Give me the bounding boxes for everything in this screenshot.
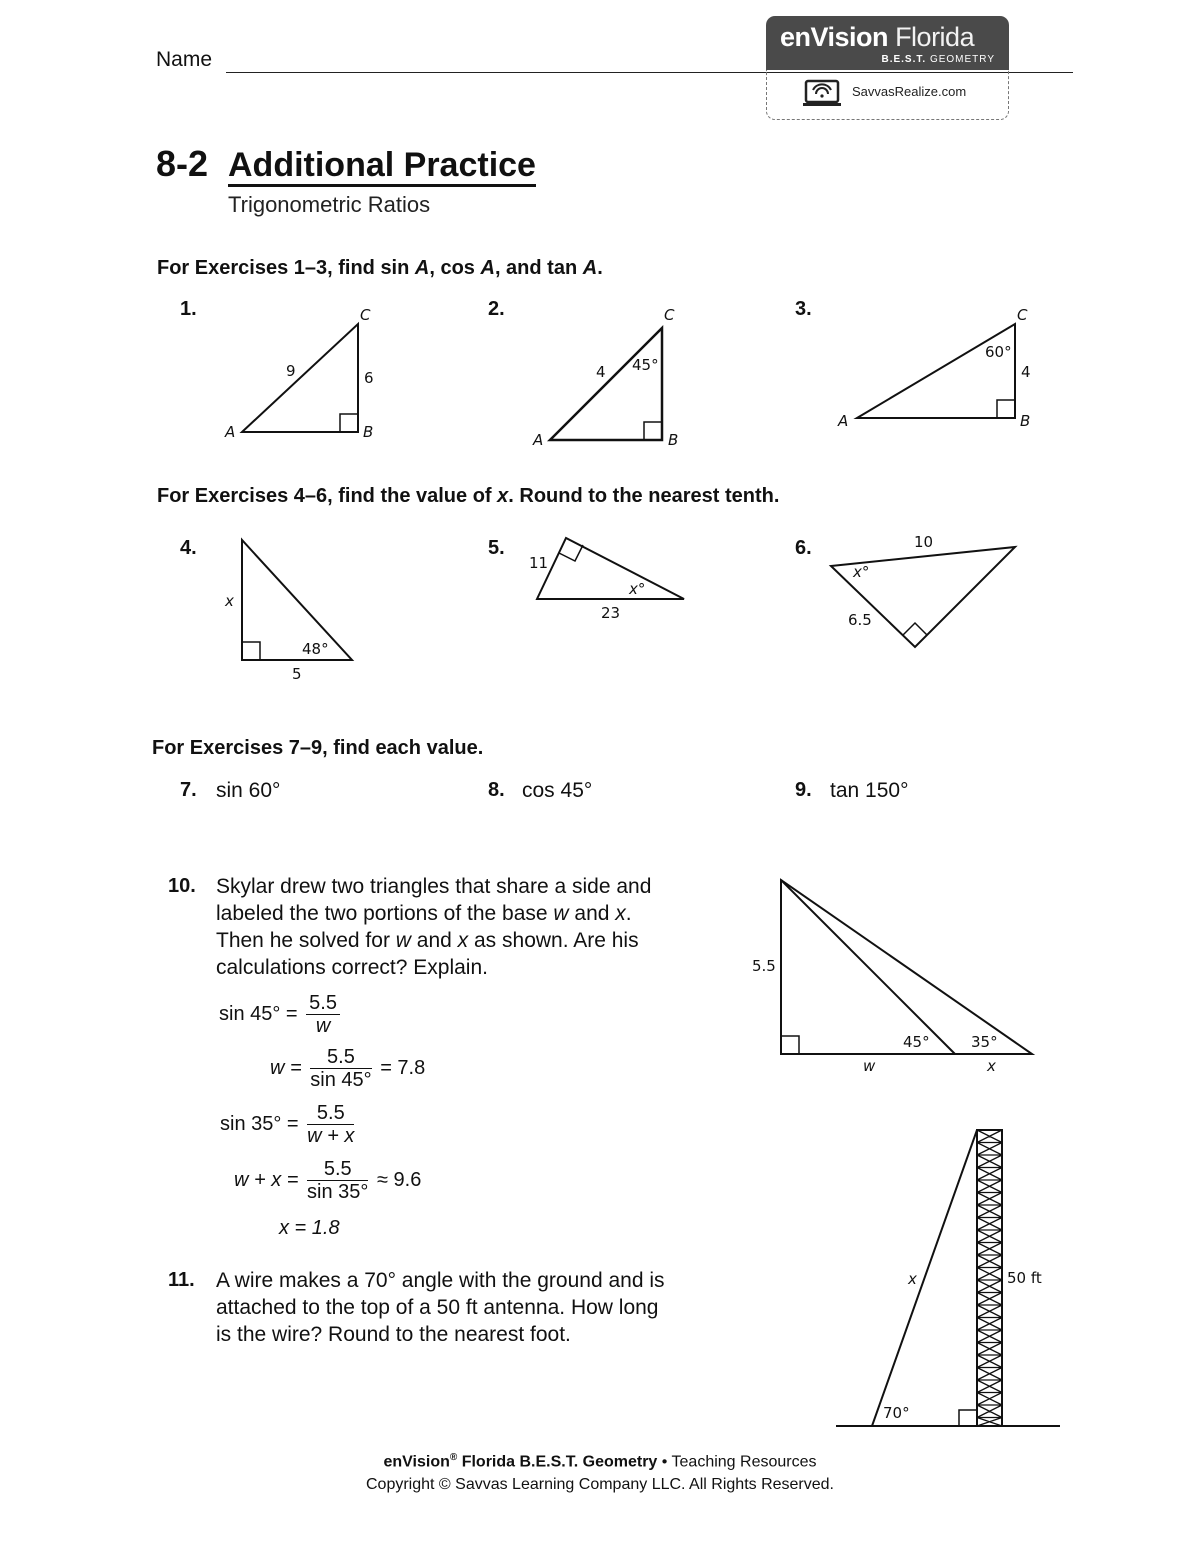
angle-35-label: 35° (971, 1033, 998, 1051)
vertex-c-label: C (664, 306, 675, 324)
angle-x-label: x° (629, 580, 646, 598)
vertex-a-label: A (838, 412, 849, 430)
angle-label: 45° (632, 356, 659, 374)
exercise-5-number: 5. (488, 537, 505, 559)
exercise-9-number: 9. (795, 779, 812, 801)
lesson-number: 8-2 (156, 143, 209, 184)
laptop-icon (803, 80, 843, 108)
footer-copyright: Copyright © Savvas Learning Company LLC. All Rights Reserved. (365, 1476, 834, 1493)
exercise-5-triangle (525, 530, 695, 630)
work-equation-2: w = $\frac{5.5}{\sin 45^\circ}$ = 7.8 (270, 1046, 426, 1091)
hypotenuse-label: 4 (596, 363, 606, 381)
angle-x-label: x° (853, 563, 870, 581)
problem-11-figure (830, 1120, 1070, 1440)
problem-11-text: A wire makes a 70° angle with the ground and is attached to the top of a 50 ft antenna. How long is the wire? Round to the nearest foot. (216, 1269, 665, 1346)
angle-label: 48° (302, 640, 329, 658)
vertex-b-label: B (363, 423, 374, 441)
work-equation-4: w + x = $\frac{5.5}{\sin 35^\circ}$ ≈ 9.6 (234, 1158, 422, 1203)
vertex-b-label: B (1020, 412, 1031, 430)
side-x-label: x (225, 592, 234, 610)
section3-instruction: For Exercises 7–9, find each value. (152, 737, 484, 759)
segment-x-label: x (987, 1057, 996, 1075)
angle-45-label: 45° (903, 1033, 930, 1051)
leg-label: 4 (1021, 363, 1031, 381)
work-equation-1: sin 45° = $\frac{5.5}{w}$ (219, 992, 343, 1037)
brand-logo (766, 16, 1009, 70)
work-equation-5: x = 1.8 (279, 1217, 340, 1239)
realize-link[interactable]: SavvasRealize.com (852, 84, 967, 99)
problem-10-text: Skylar drew two triangles that share a side and labeled the two portions of the base w and x. Then he solved for w and x as shown. Are his calculations correct? Explain. (216, 875, 652, 979)
vertex-a-label: A (533, 431, 544, 449)
exercise-4-number: 4. (180, 537, 197, 559)
segment-w-label: w (863, 1057, 876, 1075)
brand-title: enVision Florida (780, 22, 975, 52)
exercise-2-triangle (530, 300, 700, 450)
vertex-c-label: C (1017, 306, 1028, 324)
hypotenuse-label: 23 (601, 604, 621, 622)
angle-label: 60° (985, 343, 1012, 361)
name-label: Name (156, 48, 213, 71)
exercise-4-triangle (215, 530, 375, 685)
problem-11-number: 11. (168, 1269, 195, 1291)
leg-label: 11 (529, 554, 549, 572)
antenna-tower-icon (977, 1130, 1002, 1426)
exercise-7-expression: sin 60° (216, 779, 281, 802)
antenna-height-label: 50 ft (1007, 1269, 1042, 1287)
exercise-3-number: 3. (795, 298, 812, 320)
work-equation-3: sin 35° = $\frac{5.5}{w + x}$ (220, 1102, 355, 1147)
vertex-c-label: C (360, 306, 371, 324)
problem-10-number: 10. (168, 875, 196, 897)
exercise-8-expression: cos 45° (522, 779, 593, 802)
leg-label: 6.5 (848, 611, 872, 629)
vertex-a-label: A (225, 423, 236, 441)
lesson-title: Additional Practice (228, 146, 536, 187)
exercise-7-number: 7. (180, 779, 197, 801)
wire-x-label: x (908, 1270, 917, 1288)
exercise-1-triangle (220, 300, 390, 450)
lesson-subtitle: Trigonometric Ratios (228, 192, 431, 217)
footer-brand: enVision® Florida B.E.S.T. Geometry • Teaching Resources (383, 1452, 817, 1471)
base-label: 5 (292, 665, 302, 683)
leg-label: 6 (364, 369, 374, 387)
angle-70-label: 70° (883, 1404, 910, 1422)
brand-subtitle: B.E.S.T. GEOMETRY (881, 54, 995, 65)
exercise-2-number: 2. (488, 298, 505, 320)
exercise-1-number: 1. (180, 298, 197, 320)
side-top-label: 10 (914, 533, 934, 551)
hypotenuse-label: 9 (286, 362, 296, 380)
exercise-6-triangle (825, 525, 1025, 655)
problem-10-figure (745, 870, 1045, 1080)
exercise-9-expression: tan 150° (830, 779, 909, 802)
section2-instruction: For Exercises 4–6, find the value of x. Round to the nearest tenth. (157, 485, 780, 507)
exercise-8-number: 8. (488, 779, 505, 801)
exercise-3-triangle (835, 300, 1055, 440)
exercise-6-number: 6. (795, 537, 812, 559)
height-label: 5.5 (752, 957, 776, 975)
vertex-b-label: B (668, 431, 679, 449)
section1-instruction: For Exercises 1–3, find sin A, cos A, and tan A. (157, 257, 603, 279)
